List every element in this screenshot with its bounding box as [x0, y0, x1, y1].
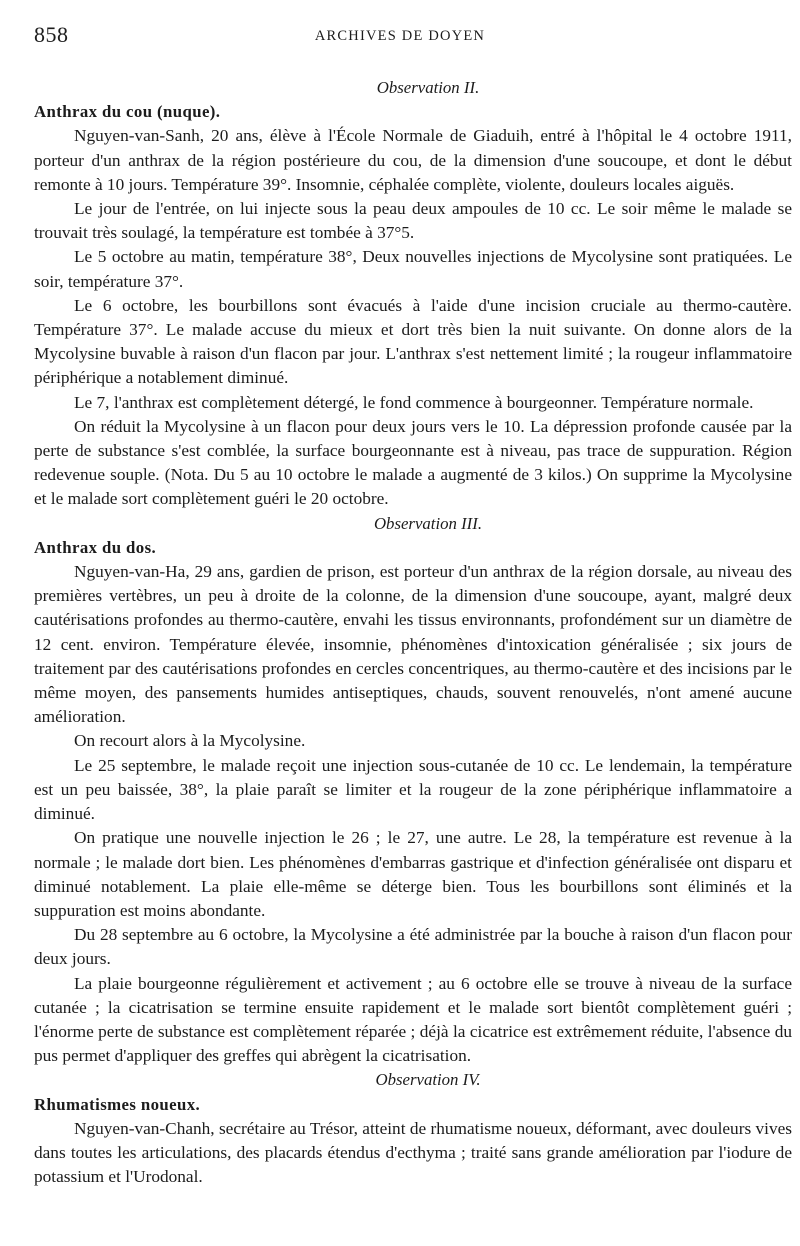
paragraph: On recourt alors à la Mycolysine. [74, 731, 306, 751]
section-heading: Anthrax du cou (nuque). [34, 102, 221, 122]
paragraph: Nguyen-van-Chanh, secrétaire au Trésor, atteint de rhumatisme noueux, déformant, avec douleurs vives dans toutes les articulations, des placards étendus d'ecthyma ; traité sans grande amélioration par l'iodure de potassium et l'Urodonal. [34, 1118, 792, 1187]
paragraph: Nguyen-van-Sanh, 20 ans, élève à l'École Normale de Giaduih, entré à l'hôpital le 4 octobre 1911, porteur d'un anthrax de la région postérieure du cou, de la dimension d'une soucoupe, et dont le début remonte à 10 jours. Température 39°. Insomnie, céphalée complète, violente, douleurs locales aiguës. [34, 126, 792, 194]
observation-title: Observation II. [376, 78, 480, 97]
observation-title: Observation III. [373, 513, 483, 533]
paragraph: La plaie bourgeonne régulièrement et activement ; au 6 octobre elle se trouve à niveau de la surface cutanée ; la cicatrisation se termine ensuite rapidement et le malade sort bientôt complètement guéri ; l'énorme perte de substance est complètement réparée ; déjà la cicatrice est extrêmement réduite, l'absence du pus permet d'appliquer des greffes qui abrègent la cicatrisation. [34, 973, 792, 1066]
paragraph: Le 7, l'anthrax est complètement détergé, le fond commence à bourgeonner. Température normale. [74, 392, 754, 412]
page-number: 858 [34, 22, 69, 47]
running-head: ARCHIVES DE DOYEN [314, 28, 486, 44]
paragraph: Nguyen-van-Ha, 29 ans, gardien de prison, est porteur d'un anthrax de la région dorsale, au niveau des premières vertèbres, un peu à droite de la colonne, de la dimension d'une soucoupe, ayant, malgré deux cautérisations profondes au thermo-cautère, envahi les tissus environnants, profondément sur un diamètre de 12 cent. environ. Température élevée, insomnie, phénomènes d'intoxication généralisée ; six jours de traitement par des cautérisations profondes en cercles concentriques, au thermo-cautère et des incisions par le même moyen, des pansements humides antiseptiques, chauds, souvent renouvelés, n'ont amené aucune amélioration. [34, 562, 792, 727]
observation-title: Observation IV. [375, 1070, 481, 1090]
paragraph: On réduit la Mycolysine à un flacon pour deux jours vers le 10. La dépression profonde causée par la perte de substance s'est comblée, la surface bourgeonnante est à niveau, pas trace de suppuration. Région redevenue souple. (Nota. Du 5 au 10 octobre le malade a augmenté de 3 kilos.) On supprime la Mycolysine et le malade sort complètement guéri le 20 octobre. [34, 416, 792, 509]
paragraph: Le 25 septembre, le malade reçoit une injection sous-cutanée de 10 cc. Le lendemain, la température est un peu baissée, 38°, la plaie paraît se limiter et la rougeur de la zone périphérique inflammatoire a diminué. [34, 755, 792, 824]
section-heading: Anthrax du dos. [34, 537, 157, 557]
paragraph: Le jour de l'entrée, on lui injecte sous la peau deux ampoules de 10 cc. Le soir même le malade se trouvait très soulagé, la température est tombée à 37°5. [34, 199, 792, 243]
paragraph: Du 28 septembre au 6 octobre, la Mycolysine a été administrée par la bouche à raison d'un flacon pour deux jours. [34, 925, 792, 969]
paragraph: Le 6 octobre, les bourbillons sont évacués à l'aide d'une incision cruciale au thermo-cautère. Température 37°. Le malade accuse du mieux et dort très bien la nuit suivante. On donne alors de la Mycolysine buvable à raison d'un flacon par jour. L'anthrax s'est nettement limité ; la rougeur inflammatoire périphérique a notablement diminué. [34, 295, 792, 388]
paragraph: Le 5 octobre au matin, température 38°, Deux nouvelles injections de Mycolysine sont pratiquées. Le soir, température 37°. [34, 247, 792, 291]
paragraph: On pratique une nouvelle injection le 26 ; le 27, une autre. Le 28, la température est revenue à la normale ; le malade dort bien. Les phénomènes d'embarras gastrique et d'infection généralisée ont disparu et diminué notablement. La plaie elle-même se déterge bien. Tous les bourbillons sont éliminés et la suppuration est moins abondante. [34, 828, 792, 920]
page-header [34, 22, 794, 52]
section-heading: Rhumatismes noueux. [34, 1094, 201, 1114]
body-text [34, 76, 792, 1189]
